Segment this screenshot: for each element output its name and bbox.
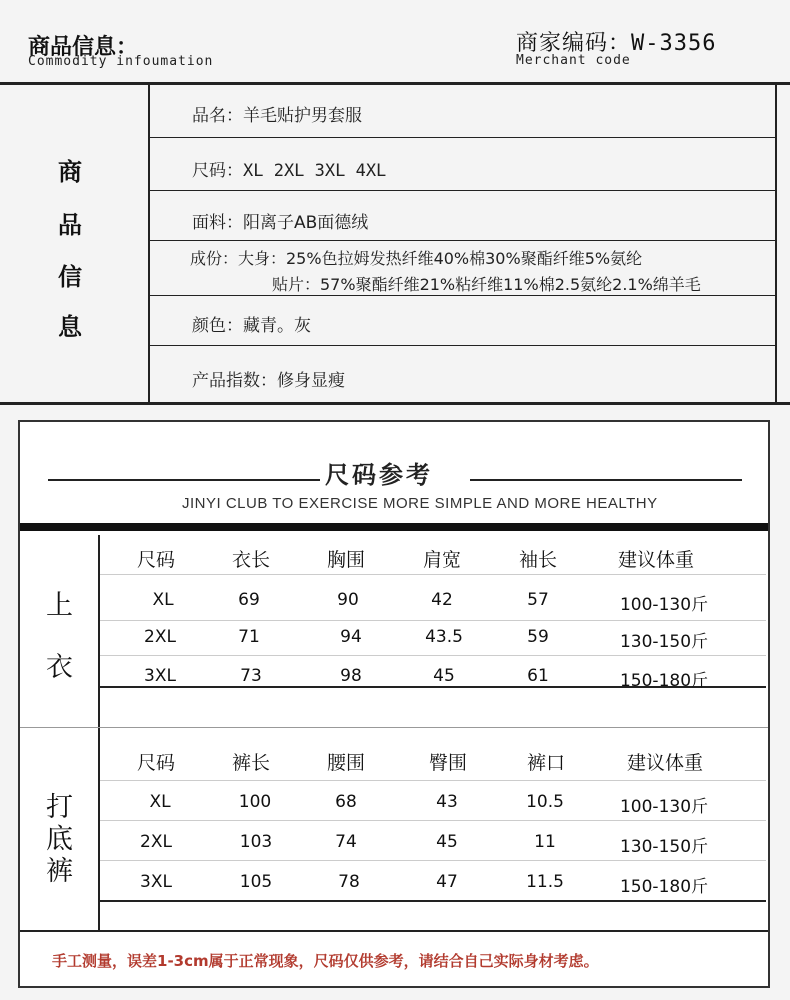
merchant-code: 商家编码：W-3356 bbox=[516, 31, 717, 56]
info-side-char: 信 bbox=[58, 263, 82, 291]
top-cell: 71 bbox=[238, 627, 260, 647]
top-cell: 59 bbox=[527, 627, 549, 647]
top-header-cell: 建议体重 bbox=[617, 549, 694, 571]
bottom-cell: 103 bbox=[239, 832, 273, 852]
bottom-side-char: 底 bbox=[46, 824, 73, 855]
info-side-char: 品 bbox=[58, 211, 82, 239]
top-cell: 2XL bbox=[144, 627, 176, 647]
info-bottom-border bbox=[0, 402, 790, 405]
info-side-char: 息 bbox=[58, 313, 82, 341]
top-header-cell: 肩宽 bbox=[422, 549, 461, 571]
top-cell: 130-150斤 bbox=[619, 632, 709, 652]
top-cell: XL bbox=[152, 590, 174, 610]
title-rule-right bbox=[470, 479, 742, 481]
table-bottom-border bbox=[20, 930, 768, 932]
product-color: 颜色：藏青。灰 bbox=[192, 316, 311, 336]
info-side-char: 商 bbox=[58, 158, 82, 186]
info-top-border bbox=[0, 82, 790, 85]
measurement-note: 手工测量，误差1-3cm属于正常现象，尺码仅供参考，请结合自己实际身材考虑。 bbox=[52, 952, 599, 970]
top-cell: 73 bbox=[240, 666, 262, 686]
top-cell: 100-130斤 bbox=[619, 595, 709, 615]
top-cell: 45 bbox=[433, 666, 455, 686]
bottom-header-cell: 建议体重 bbox=[626, 752, 703, 774]
bottom-row-line bbox=[100, 860, 766, 861]
info-divider bbox=[148, 84, 150, 404]
row-line bbox=[150, 240, 775, 241]
top-cell: 150-180斤 bbox=[619, 671, 709, 691]
top-row-line bbox=[100, 574, 766, 575]
bottom-row-line bbox=[100, 900, 766, 902]
bottom-cell: 47 bbox=[436, 872, 458, 892]
bottom-header-cell: 尺码 bbox=[136, 752, 175, 774]
bottom-cell: 43 bbox=[436, 792, 458, 812]
row-line bbox=[150, 295, 775, 296]
bottom-cell: XL bbox=[149, 792, 171, 812]
product-composition-body: 成份：大身：25%色拉姆发热纤维40%棉30%聚酯纤维5%氨纶 bbox=[190, 249, 643, 268]
product-fit: 产品指数：修身显瘦 bbox=[192, 371, 345, 391]
bottom-cell: 3XL bbox=[140, 872, 172, 892]
top-header-cell: 衣长 bbox=[231, 549, 270, 571]
bottom-cell: 74 bbox=[335, 832, 357, 852]
top-side-char: 上 bbox=[46, 590, 73, 621]
bottom-cell: 68 bbox=[335, 792, 357, 812]
top-cell: 90 bbox=[337, 590, 359, 610]
bottom-cell: 150-180斤 bbox=[619, 877, 709, 897]
bottom-cell: 11 bbox=[534, 832, 556, 852]
bottom-cell: 10.5 bbox=[526, 792, 564, 812]
top-row-line bbox=[100, 655, 766, 656]
header-subtitle: Commodity infoumation bbox=[28, 54, 214, 69]
info-right-border bbox=[775, 84, 777, 404]
top-side-char: 衣 bbox=[46, 652, 73, 683]
top-cell: 61 bbox=[527, 666, 549, 686]
bottom-header-cell: 裤口 bbox=[526, 752, 565, 774]
size-title: 尺码参考 bbox=[325, 461, 433, 489]
top-cell: 98 bbox=[340, 666, 362, 686]
top-row-line bbox=[100, 620, 766, 621]
product-sizes: 尺码：XL 2XL 3XL 4XL bbox=[192, 161, 387, 181]
top-cell: 43.5 bbox=[425, 627, 463, 647]
size-header-bar bbox=[20, 523, 768, 531]
top-cell: 94 bbox=[340, 627, 362, 647]
bottom-cell: 78 bbox=[338, 872, 360, 892]
product-fabric: 面料：阳离子AB面德绒 bbox=[192, 213, 369, 233]
table-side-divider bbox=[98, 535, 100, 930]
top-cell: 69 bbox=[238, 590, 260, 610]
bottom-cell: 105 bbox=[239, 872, 273, 892]
bottom-cell: 100 bbox=[238, 792, 272, 812]
top-header-cell: 胸围 bbox=[326, 549, 365, 571]
top-cell: 42 bbox=[431, 590, 453, 610]
bottom-cell: 100-130斤 bbox=[619, 797, 709, 817]
table-section-divider bbox=[20, 727, 768, 728]
bottom-header-cell: 腰围 bbox=[326, 752, 365, 774]
top-cell: 3XL bbox=[144, 666, 176, 686]
bottom-cell: 130-150斤 bbox=[619, 837, 709, 857]
top-header-cell: 袖长 bbox=[518, 549, 557, 571]
bottom-row-line bbox=[100, 780, 766, 781]
product-name: 品名：羊毛贴护男套服 bbox=[192, 106, 362, 126]
top-cell: 57 bbox=[527, 590, 549, 610]
product-composition-patch: 贴片：57%聚酯纤维21%粘纤维11%棉2.5氨纶2.1%绵羊毛 bbox=[272, 275, 701, 294]
size-subtitle: JINYI CLUB TO EXERCISE MORE SIMPLE AND MORE HEALTHY bbox=[182, 495, 658, 512]
bottom-side-char: 裤 bbox=[46, 856, 73, 887]
merchant-code-subtitle: Merchant code bbox=[516, 53, 631, 68]
bottom-cell: 2XL bbox=[140, 832, 172, 852]
bottom-cell: 11.5 bbox=[526, 872, 564, 892]
row-line bbox=[150, 345, 775, 346]
header-title: 商品信息： bbox=[28, 35, 139, 60]
bottom-header-cell: 裤长 bbox=[231, 752, 270, 774]
bottom-cell: 45 bbox=[436, 832, 458, 852]
row-line bbox=[150, 190, 775, 191]
bottom-side-char: 打 bbox=[46, 792, 73, 823]
row-line bbox=[150, 137, 775, 138]
title-rule-left bbox=[48, 479, 320, 481]
bottom-header-cell: 臀围 bbox=[428, 752, 467, 774]
top-header-cell: 尺码 bbox=[136, 549, 175, 571]
bottom-row-line bbox=[100, 820, 766, 821]
